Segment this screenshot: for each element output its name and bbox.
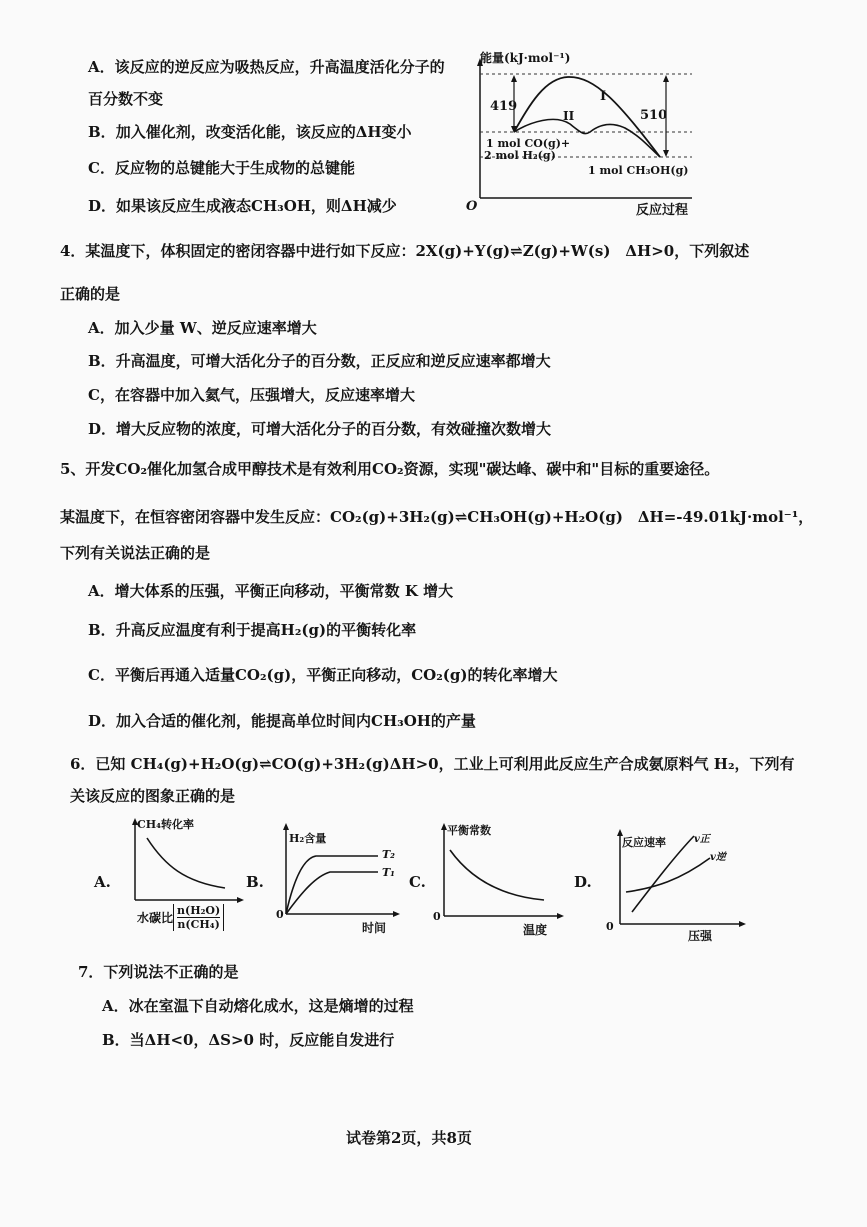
curve-i-label: I (600, 89, 607, 104)
q5-stem-cont: 某温度下，在恒容密闭容器中发生反应：CO₂(g)+3H₂(g)⇌CH₃OH(g)+H₂O(g) ΔH=-49.01kJ·mol⁻¹， (60, 508, 814, 526)
graph-b-origin: 0 (276, 908, 284, 921)
graph-d-curve-reverse (626, 858, 710, 892)
q4-option-a: A．加入少量 W、逆反应速率增大 (88, 319, 317, 337)
option-text: 如果该反应生成液态CH₃OH，则ΔH减少 (116, 197, 397, 215)
q3-option-c (88, 158, 355, 178)
reactant-label-1: 1 mol CO(g)+ (486, 137, 571, 150)
graph-d-x-arrow (739, 921, 746, 927)
graph-b-y-label: H₂含量 (289, 832, 327, 845)
option-text: 反应物的总键能大于生成物的总键能 (114, 159, 355, 177)
graph-d-y-arrow (617, 829, 623, 836)
q6-graph-d (600, 826, 748, 942)
product-label: 1 mol CH₃OH(g) (588, 164, 689, 177)
q3-option-a-cont: 百分数不变 (88, 90, 164, 108)
graph-d-label-forward: v正 (694, 834, 710, 845)
energy-diagram (460, 44, 700, 220)
q7-option-b: B．当ΔH<0，ΔS>0 时，反应能自发进行 (102, 1031, 395, 1049)
page-footer: 试卷第2页，共8页 (346, 1129, 472, 1147)
y-axis-label: 能量(kJ·mol⁻¹) (480, 51, 571, 65)
option-prefix: B． (88, 123, 116, 141)
graph-b-x-arrow (393, 911, 400, 917)
arrow-510-head-down (663, 150, 669, 157)
q5-stem: 5、开发CO₂催化加氢合成甲醇技术是有效利用CO₂资源，实现"碳达峰、碳中和"目标的重要途径。 (60, 460, 720, 478)
graph-d-y-label: 反应速率 (622, 836, 666, 849)
curve-ii-label: II (563, 109, 575, 123)
q6-graph-d-letter: D. (574, 873, 592, 891)
q5-option-a: A．增大体系的压强，平衡正向移动，平衡常数 K 增大 (88, 582, 454, 600)
x-axis-label: 反应过程 (636, 203, 689, 218)
ratio-fraction (177, 904, 220, 931)
q4-option-b: B．升高温度，可增大活化分子的百分数，正反应和逆反应速率都增大 (88, 352, 551, 370)
option-text: 该反应的逆反应为吸热反应，升高温度活化分子的 (114, 58, 445, 76)
q6-graph-c (430, 820, 566, 938)
q5-option-b: B．升高反应温度有利于提高H₂(g)的平衡转化率 (88, 621, 417, 639)
q6-graph-a (125, 816, 245, 908)
q7-stem: 7．下列说法不正确的是 (78, 963, 239, 981)
q3-option-a (88, 57, 445, 77)
graph-a-y-label: CH₄转化率 (137, 818, 194, 831)
graph-d-origin: 0 (606, 920, 614, 933)
origin-label: O (466, 199, 478, 214)
graph-b-label-t2: T₂ (382, 848, 396, 861)
q6-graph-c-letter: C. (409, 873, 426, 891)
graph-c-y-label: 平衡常数 (447, 824, 491, 837)
graph-b-curve-t2 (286, 856, 378, 914)
q5-option-c: C．平衡后再通入适量CO₂(g)，平衡正向移动，CO₂(g)的转化率增大 (88, 666, 558, 684)
q4-option-c: C，在容器中加入氦气，压强增大，反应速率增大 (88, 386, 415, 404)
q3-option-d (88, 196, 397, 216)
q6-graph-b-letter: B. (246, 873, 264, 891)
fraction-numerator: n(H₂O) (177, 904, 221, 917)
graph-a-x-arrow (237, 897, 244, 903)
graph-c-curve (450, 850, 544, 900)
q6-stem-cont: 关该反应的图象正确的是 (70, 787, 236, 805)
graph-b-x-label: 时间 (362, 921, 387, 935)
graph-d-label-reverse: v逆 (710, 852, 726, 863)
label-419: 419 (490, 99, 518, 114)
arrow-419-head-up (511, 75, 517, 82)
option-prefix: A． (88, 58, 115, 76)
q6-stem: 6．已知 CH₄(g)+H₂O(g)⇌CO(g)+3H₂(g)ΔH>0，工业上可利用此反应生产合成氨原料气 H₂，下列有 (70, 755, 795, 773)
q4-option-d: D．增大反应物的浓度，可增大活化分子的百分数，有效碰撞次数增大 (88, 420, 552, 438)
option-prefix: C． (88, 159, 115, 177)
graph-b-y-arrow (283, 823, 289, 830)
graph-b-curve-t1 (286, 872, 378, 914)
graph-c-x-label: 温度 (523, 923, 548, 937)
graph-b-label-t1: T₁ (382, 866, 396, 879)
q4-stem: 4．某温度下，体积固定的密闭容器中进行如下反应：2X(g)+Y(g)⇌Z(g)+W(s) ΔH>0，下列叙述 (60, 242, 750, 260)
q5-option-d: D．加入合适的催化剂，能提高单位时间内CH₃OH的产量 (88, 712, 476, 730)
q5-stem-cont-2: 下列有关说法正确的是 (60, 544, 211, 562)
fraction-denominator: n(CH₄) (177, 918, 220, 931)
q7-option-a: A．冰在室温下自动熔化成水，这是熵增的过程 (102, 997, 414, 1015)
graph-c-origin: 0 (433, 910, 441, 923)
reactant-label-2: 2 mol H₂(g) (484, 149, 556, 162)
xlabel-prefix: 水碳比 (137, 911, 174, 925)
q6-graph-a-xlabel (137, 904, 224, 931)
label-510: 510 (640, 108, 668, 123)
q6-graph-a-letter: A. (94, 873, 111, 891)
graph-c-x-arrow (557, 913, 564, 919)
option-prefix: D． (88, 197, 117, 215)
graph-d-x-label: 压强 (688, 929, 713, 942)
graph-a-curve (147, 838, 225, 888)
option-text: 加入催化剂，改变活化能，该反应的ΔH变小 (115, 123, 412, 141)
q6-graph-b (272, 820, 402, 938)
q4-stem-cont: 正确的是 (60, 285, 121, 303)
ratio-bracket (173, 904, 224, 931)
arrow-510-head-up (663, 75, 669, 82)
q3-option-b (88, 122, 412, 142)
